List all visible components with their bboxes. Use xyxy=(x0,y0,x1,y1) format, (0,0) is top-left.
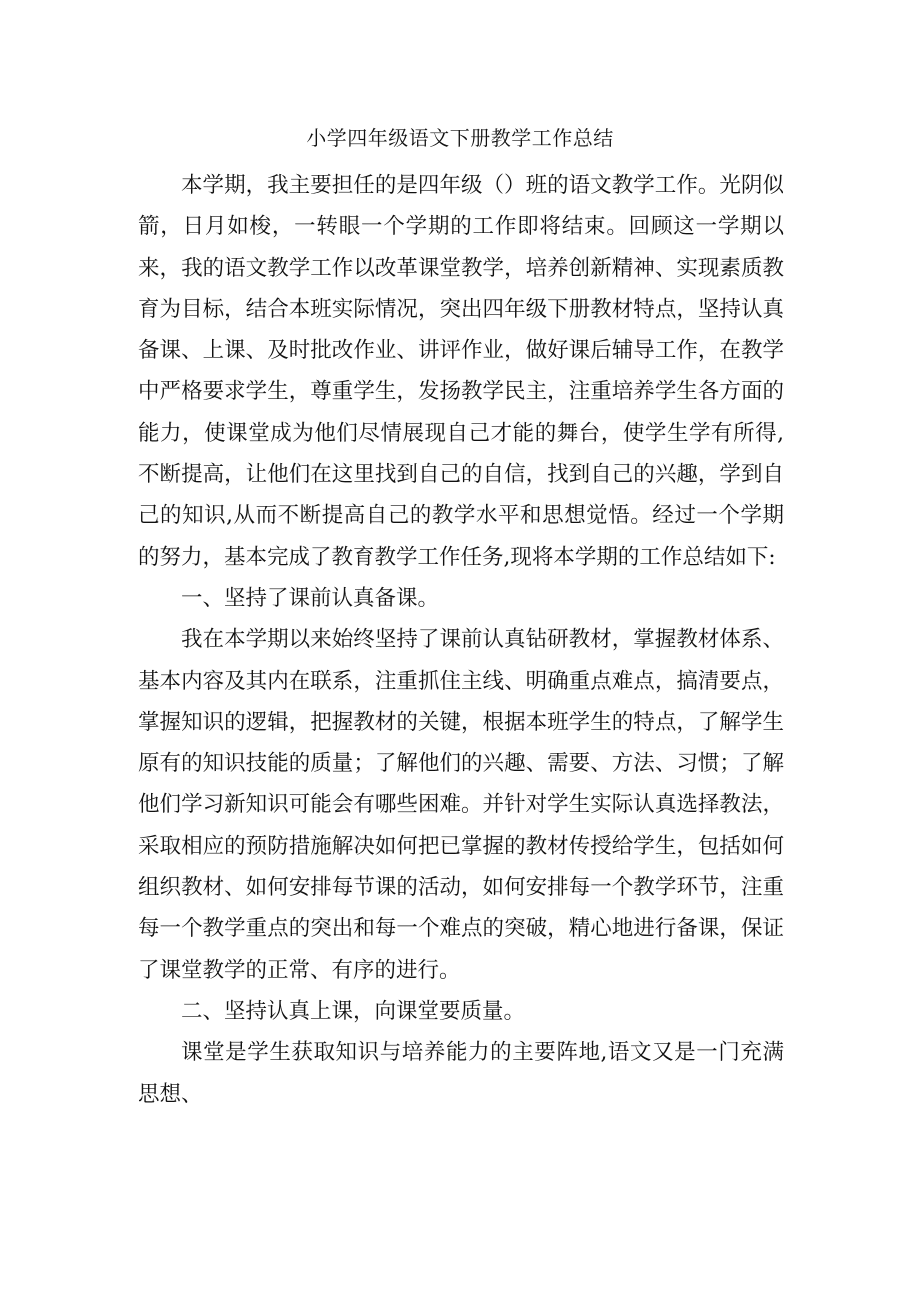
paragraph-section-2: 课堂是学生获取知识与培养能力的主要阵地,语文又是一门充满思想、 xyxy=(138,1040,784,1107)
section-heading-2: 二、坚持认真上课，向课堂要质量。 xyxy=(181,998,526,1024)
document-body xyxy=(138,165,784,1115)
paragraph-section-1: 我在本学期以来始终坚持了课前认真钻研教材，掌握教材体系、基本内容及其内在联系，注重抓住主线、明确重点难点，搞清要点，掌握知识的逻辑，把握教材的关键，根据本班学生的特点，了解学生原有的知识技能的质量；了解他们的兴趣、需要、方法、习惯；了解他们学习新知识可能会有哪些困难。并针对学生实际认真选择教法，采取相应的预防措施解决如何把已掌握的教材传授给学生，包括如何组织教材、如何安排每节课的活动，如何安排每一个教学环节，注重每一个教学重点的突出和每一个难点的突破，精心地进行备课，保证了课堂教学的正常、有序的进行。 xyxy=(138,627,784,983)
section-heading-1: 一、坚持了课前认真备课。 xyxy=(181,585,440,611)
paragraph-intro: 本学期，我主要担任的是四年级（）班的语文教学工作。光阴似箭，日月如梭，一转眼一个学期的工作即将结束。回顾这一学期以来，我的语文教学工作以改革课堂教学，培养创新精神、实现素质教育为目标，结合本班实际情况，突出四年级下册教材特点，坚持认真备课、上课、及时批改作业、讲评作业，做好课后辅导工作，在教学中严格要求学生，尊重学生，发扬教学民主，注重培养学生各方面的能力，使课堂成为他们尽情展现自己才能的舞台，使学生学有所得,不断提高，让他们在这里找到自己的自信，找到自己的兴趣，学到自己的知识,从而不断提高自己的教学水平和思想觉悟。经过一个学期的努力，基本完成了教育教学工作任务,现将本学期的工作总结如下: xyxy=(138,173,784,570)
document-title: 小学四年级语文下册教学工作总结 xyxy=(306,126,614,150)
